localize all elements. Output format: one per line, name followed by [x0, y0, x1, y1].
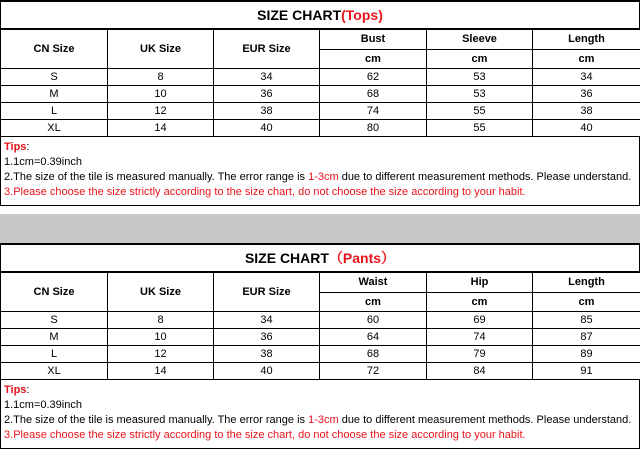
tips-error-range: 1-3cm — [308, 171, 339, 183]
tips-line-2-end: due to different measurement methods. Please understand. — [338, 414, 632, 426]
col-header-waist: Waist — [320, 273, 427, 293]
unit-cm: cm — [427, 49, 533, 69]
cell-waist: 60 — [320, 312, 427, 329]
cell-sleeve: 53 — [427, 69, 533, 86]
cell-length: 89 — [533, 346, 640, 363]
tops-title-main: SIZE CHART — [257, 7, 342, 23]
cell-length: 85 — [533, 312, 640, 329]
tips-line-1: 1.1cm=0.39inch — [4, 399, 82, 411]
tips-label: Tips — [4, 141, 27, 153]
tips-line-3-text: Please choose the size strictly according to the size chart, do not choose the size according to your habit. — [13, 186, 526, 198]
cell-hip: 79 — [427, 346, 533, 363]
pants-title-main: SIZE CHART — [244, 250, 329, 266]
col-header-sleeve: Sleeve — [427, 30, 533, 50]
unit-cm: cm — [533, 292, 640, 312]
cell-sleeve: 55 — [427, 103, 533, 120]
tops-title — [0, 0, 640, 29]
tips-colon: : — [26, 384, 30, 396]
cell-eur: 36 — [214, 86, 320, 103]
cell-cn: XL — [1, 120, 108, 137]
pants-tips — [0, 380, 640, 449]
cell-cn: L — [1, 103, 108, 120]
cell-length: 38 — [533, 103, 640, 120]
col-header-eur-size: EUR Size — [214, 30, 320, 69]
tips-line-1: 1.1cm=0.39inch — [4, 156, 82, 168]
tips-line-2-start: 2.The size of the tile is measured manually. The error range is — [4, 414, 309, 426]
cell-cn: L — [1, 346, 108, 363]
cell-uk: 8 — [108, 69, 214, 86]
cell-waist: 68 — [320, 346, 427, 363]
unit-cm: cm — [427, 292, 533, 312]
tips-line-2-start: 2.The size of the tile is measured manually. The error range is — [4, 171, 309, 183]
cell-length: 34 — [533, 69, 640, 86]
cell-uk: 14 — [108, 363, 214, 380]
tips-heading — [4, 383, 636, 398]
table-row — [1, 69, 640, 86]
tips-line-2 — [4, 170, 636, 185]
cell-length: 40 — [533, 120, 640, 137]
col-header-bust: Bust — [320, 30, 427, 50]
col-header-hip: Hip — [427, 273, 533, 293]
cell-length: 91 — [533, 363, 640, 380]
tops-size-chart — [0, 0, 640, 214]
cell-bust: 68 — [320, 86, 427, 103]
tips-error-range: 1-3cm — [308, 414, 339, 426]
cell-bust: 62 — [320, 69, 427, 86]
tops-title-accent: (Tops) — [341, 7, 383, 23]
cell-length: 36 — [533, 86, 640, 103]
table-row — [1, 103, 640, 120]
cell-uk: 10 — [108, 329, 214, 346]
table-row — [1, 363, 640, 380]
col-header-uk-size: UK Size — [108, 273, 214, 312]
col-header-cn-size: CN Size — [1, 273, 108, 312]
tips-line-2-end: due to different measurement methods. Please understand. — [338, 171, 632, 183]
cell-bust: 80 — [320, 120, 427, 137]
tops-table — [0, 29, 640, 137]
tips-colon: : — [26, 141, 30, 153]
table-row — [1, 346, 640, 363]
cell-eur: 40 — [214, 363, 320, 380]
tips-line-3-number: 3. — [4, 186, 14, 198]
tips-label: Tips — [4, 384, 27, 396]
table-row — [1, 312, 640, 329]
cell-eur: 38 — [214, 103, 320, 120]
cell-hip: 74 — [427, 329, 533, 346]
cell-hip: 69 — [427, 312, 533, 329]
cell-eur: 38 — [214, 346, 320, 363]
cell-eur: 34 — [214, 69, 320, 86]
unit-cm: cm — [320, 49, 427, 69]
cell-bust: 74 — [320, 103, 427, 120]
cell-eur: 40 — [214, 120, 320, 137]
table-row — [1, 120, 640, 137]
tips-line-3-number: 3. — [4, 429, 14, 441]
cell-eur: 36 — [214, 329, 320, 346]
col-header-eur-size: EUR Size — [214, 273, 320, 312]
cell-sleeve: 55 — [427, 120, 533, 137]
cell-cn: M — [1, 329, 108, 346]
tips-line-3 — [4, 185, 636, 200]
tops-tips — [0, 137, 640, 206]
cell-uk: 12 — [108, 346, 214, 363]
col-header-uk-size: UK Size — [108, 30, 214, 69]
col-header-cn-size: CN Size — [1, 30, 108, 69]
cell-cn: XL — [1, 363, 108, 380]
section-divider — [0, 214, 640, 243]
cell-cn: S — [1, 69, 108, 86]
cell-cn: M — [1, 86, 108, 103]
cell-uk: 12 — [108, 103, 214, 120]
cell-waist: 64 — [320, 329, 427, 346]
cell-uk: 8 — [108, 312, 214, 329]
unit-cm: cm — [533, 49, 640, 69]
pants-size-chart — [0, 243, 640, 459]
col-header-length: Length — [533, 273, 640, 293]
cell-length: 87 — [533, 329, 640, 346]
col-header-length: Length — [533, 30, 640, 50]
unit-cm: cm — [320, 292, 427, 312]
cell-uk: 14 — [108, 120, 214, 137]
cell-uk: 10 — [108, 86, 214, 103]
cell-waist: 72 — [320, 363, 427, 380]
cell-eur: 34 — [214, 312, 320, 329]
pants-title — [0, 243, 640, 272]
tips-heading — [4, 140, 636, 155]
cell-hip: 84 — [427, 363, 533, 380]
tips-line-3-text: Please choose the size strictly according to the size chart, do not choose the size according to your habit. — [13, 429, 526, 441]
cell-cn: S — [1, 312, 108, 329]
pants-table — [0, 272, 640, 380]
table-row — [1, 86, 640, 103]
pants-title-accent: （Pants） — [328, 250, 396, 266]
table-row — [1, 329, 640, 346]
cell-sleeve: 53 — [427, 86, 533, 103]
tips-line-3 — [4, 428, 636, 443]
tips-line-2 — [4, 413, 636, 428]
